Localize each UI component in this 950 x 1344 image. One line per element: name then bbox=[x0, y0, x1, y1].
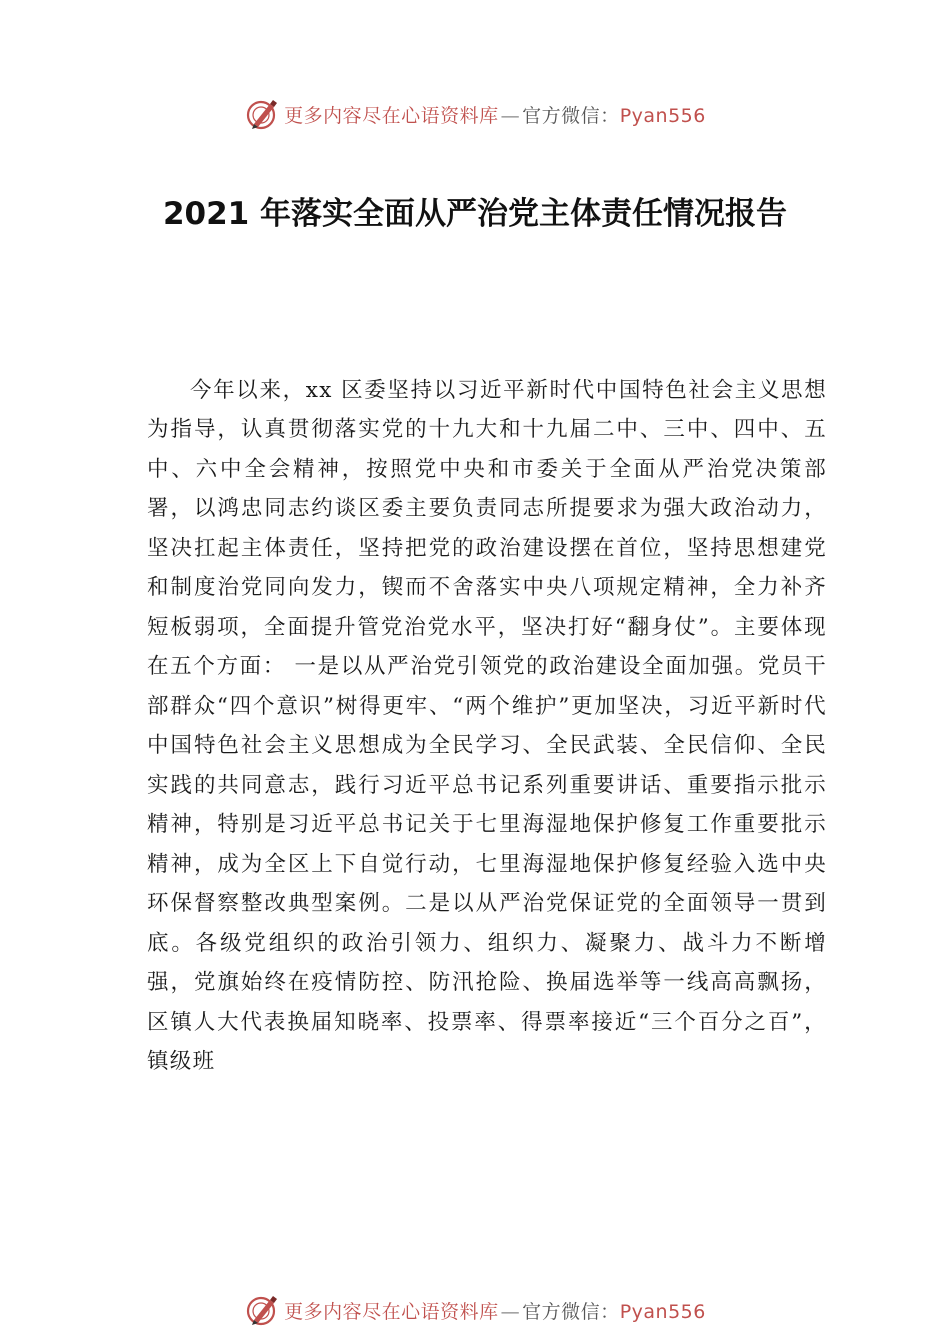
pen-seal-logo-icon bbox=[244, 96, 280, 132]
header-banner-text bbox=[284, 101, 706, 128]
pen-seal-logo-icon bbox=[244, 1292, 280, 1328]
footer-banner bbox=[0, 1290, 950, 1330]
separator: — bbox=[500, 1300, 521, 1323]
document-title: 2021 年落实全面从严治党主体责任情况报告 bbox=[162, 195, 788, 232]
separator: — bbox=[500, 104, 521, 127]
header-banner bbox=[0, 94, 950, 134]
footer-banner-text bbox=[284, 1297, 706, 1324]
wechat-id: Pyan556 bbox=[619, 1300, 706, 1323]
promo-text: 更多内容尽在心语资料库 bbox=[284, 104, 499, 127]
promo-text: 更多内容尽在心语资料库 bbox=[284, 1300, 499, 1323]
wechat-id: Pyan556 bbox=[619, 104, 706, 127]
wechat-label: 官方微信： bbox=[522, 1300, 620, 1323]
document-body-paragraph: 今年以来，xx 区委坚持以习近平新时代中国特色社会主义思想为指导，认真贯彻落实党的十九大和十九届二中、三中、四中、五中、六中全会精神，按照党中央和市委关于全面从严治党决策部署，以鸿忠同志约谈区委主要负责同志所提要求为强大政治动力，坚决扛起主体责任，坚持把党的政治建设摆在首位，坚持思想建党和制度治党同向发力，锲而不舍落实中央八项规定精神，全力补齐短板弱项，全面提升管党治党水平，坚决打好“翻身仗”。主要体现在五个方面： 一是以从严治党引领党的政治建设全面加强。党员干部群众“四个意识”树得更牢、“两个维护”更加坚决，习近平新时代中国特色社会主义思想成为全民学习、全民武装、全民信仰、全民实践的共同意志，践行习近平总书记系列重要讲话、重要指示批示精神，特别是习近平总书记关于七里海湿地保护修复工作重要批示精神，成为全区上下自觉行动，七里海湿地保护修复经验入选中央环保督察整改典型案例。二是以从严治党保证党的全面领导一贯到底。各级党组织的政治引领力、组织力、凝聚力、战斗力不断增强，党旗始终在疫情防控、防汛抢险、换届选举等一线高高飘扬，区镇人大代表换届知晓率、投票率、得票率接近“三个百分之百”，镇级班 bbox=[147, 377, 827, 1074]
wechat-label: 官方微信： bbox=[522, 104, 620, 127]
